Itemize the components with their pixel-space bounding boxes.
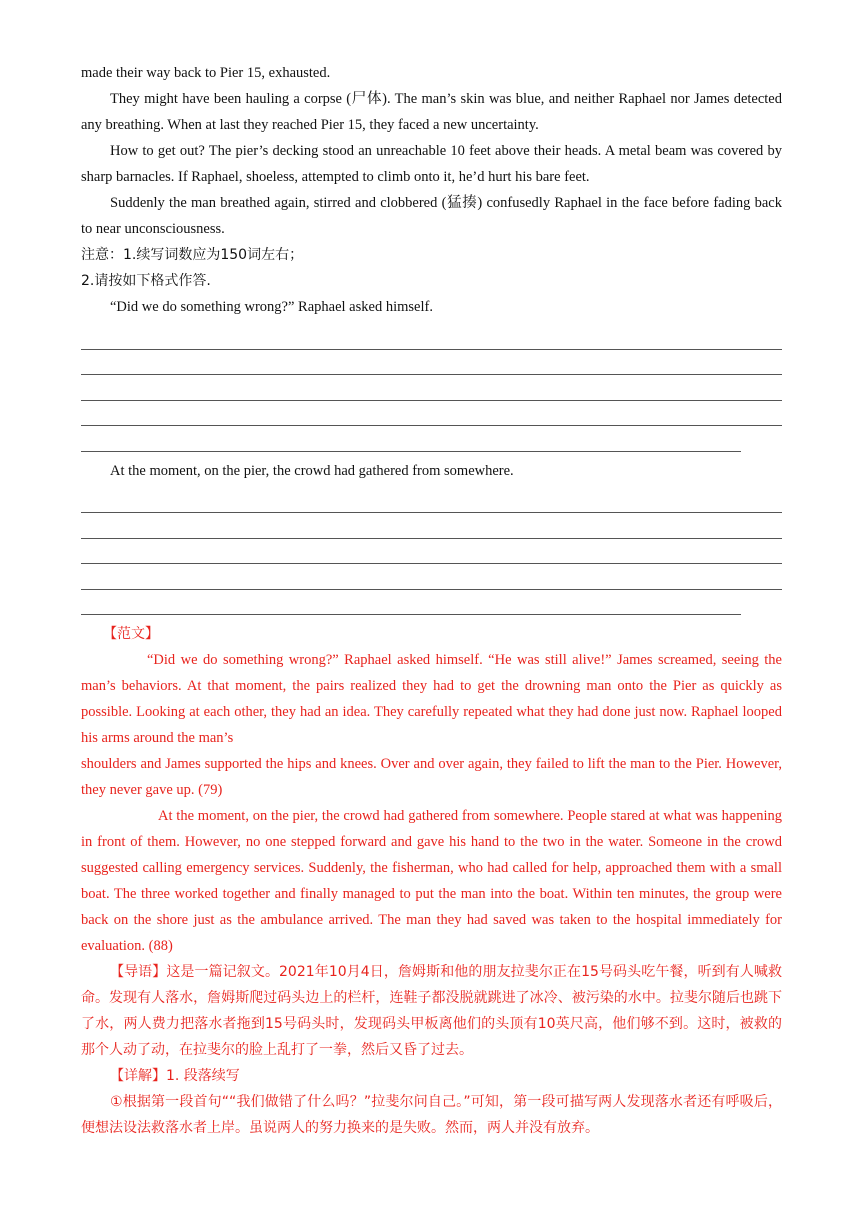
answer-line	[81, 375, 782, 401]
answer-lines-first	[81, 324, 782, 452]
story-paragraph-3: Suddenly the man breathed again, stirred and clobbered (猛揍) confusedly Raphael in the face before fading back to near unconsciousness.	[81, 195, 782, 237]
answer-line	[81, 513, 782, 539]
document-page	[81, 60, 782, 1141]
model-paragraph-1: “Did we do something wrong?” Raphael asked himself. “He was still alive!” James screamed, seeing the man’s behaviors. At that moment, the pairs realized they had to get the drowning man onto the Pier as quickly as possible. Looking at each other, they had an idea. They carefully repeated what they had done just now. Raphael looped his arms around the man’s	[81, 652, 782, 746]
guide-label: 【导语】	[110, 964, 167, 980]
answer-line	[81, 564, 782, 590]
story-paragraph-0: made their way back to Pier 15, exhausted.	[81, 65, 331, 81]
guide-paragraph	[81, 959, 782, 1063]
answer-line	[81, 324, 782, 350]
answer-lines-second	[81, 488, 782, 616]
answer-line	[81, 539, 782, 565]
detail-label: 【详解】1. 段落续写	[110, 1068, 240, 1084]
answer-line	[81, 426, 741, 452]
model-heading: 【范文】	[103, 626, 159, 642]
model-paragraph-2: At the moment, on the pier, the crowd had gathered from somewhere. People stared at what was happening in front of them. However, no one stepped forward and gave his hand to the two in the water. Someone in the crowd suggested calling emergency services. Suddenly, the fisherman, who had called for help, approached them with a small boat. The three worked together and finally managed to put the man into the boat. Within ten minutes, the group were back on the shore just as the ambulance arrived. The man they had saved was taken to the hospital immediately for evaluation. (88)	[81, 808, 782, 954]
guide-text: 这是一篇记叙文。2021年10月4日，詹姆斯和他的朋友拉斐尔正在15号码头吃午餐，听到有人喊救命。发现有人落水，詹姆斯爬过码头边上的栏杆，连鞋子都没脱就跳进了冰冷、被污染的水中。拉斐尔随后也跳下了水，两人费力把落水者拖到15号码头时，发现码头甲板离他们的头顶有10英尺高，他们够不到。这时，被救的那个人动了动，在拉斐尔的脸上乱打了一拳，然后又昏了过去。	[81, 964, 782, 1058]
story-paragraph-2: How to get out? The pier’s decking stood an unreachable 10 feet above their heads. A metal beam was covered by sharp barnacles. If Raphael, shoeless, attempted to climb onto it, he’d hurt his bare feet.	[81, 143, 782, 185]
detail-item-1: ①根据第一段首句““我们做错了什么吗？”拉斐尔问自己。”可知，第一段可描写两人发现落水者还有呼吸后，便想法设法救落水者上岸。虽说两人的努力换来的是失败。然而，两人并没有放弃。	[81, 1094, 782, 1136]
note-word-count: 注意：1.续写词数应为150词左右；	[81, 247, 304, 263]
answer-line	[81, 350, 782, 376]
story-paragraph-1: They might have been hauling a corpse (尸体). The man’s skin was blue, and neither Raphael nor James detected any breathing. When at last they reached Pier 15, they faced a new uncertainty.	[81, 91, 782, 133]
prompt-first: “Did we do something wrong?” Raphael asked himself.	[110, 299, 433, 315]
answer-line	[81, 488, 782, 514]
answer-line	[81, 590, 741, 616]
model-paragraph-1-cont: shoulders and James supported the hips and knees. Over and over again, they failed to lift the man to the Pier. However, they never gave up. (79)	[81, 756, 782, 798]
prompt-second: At the moment, on the pier, the crowd had gathered from somewhere.	[110, 462, 514, 479]
answer-line	[81, 401, 782, 427]
detail-heading	[81, 1063, 782, 1089]
note-format: 2.请按如下格式作答.	[81, 273, 211, 289]
